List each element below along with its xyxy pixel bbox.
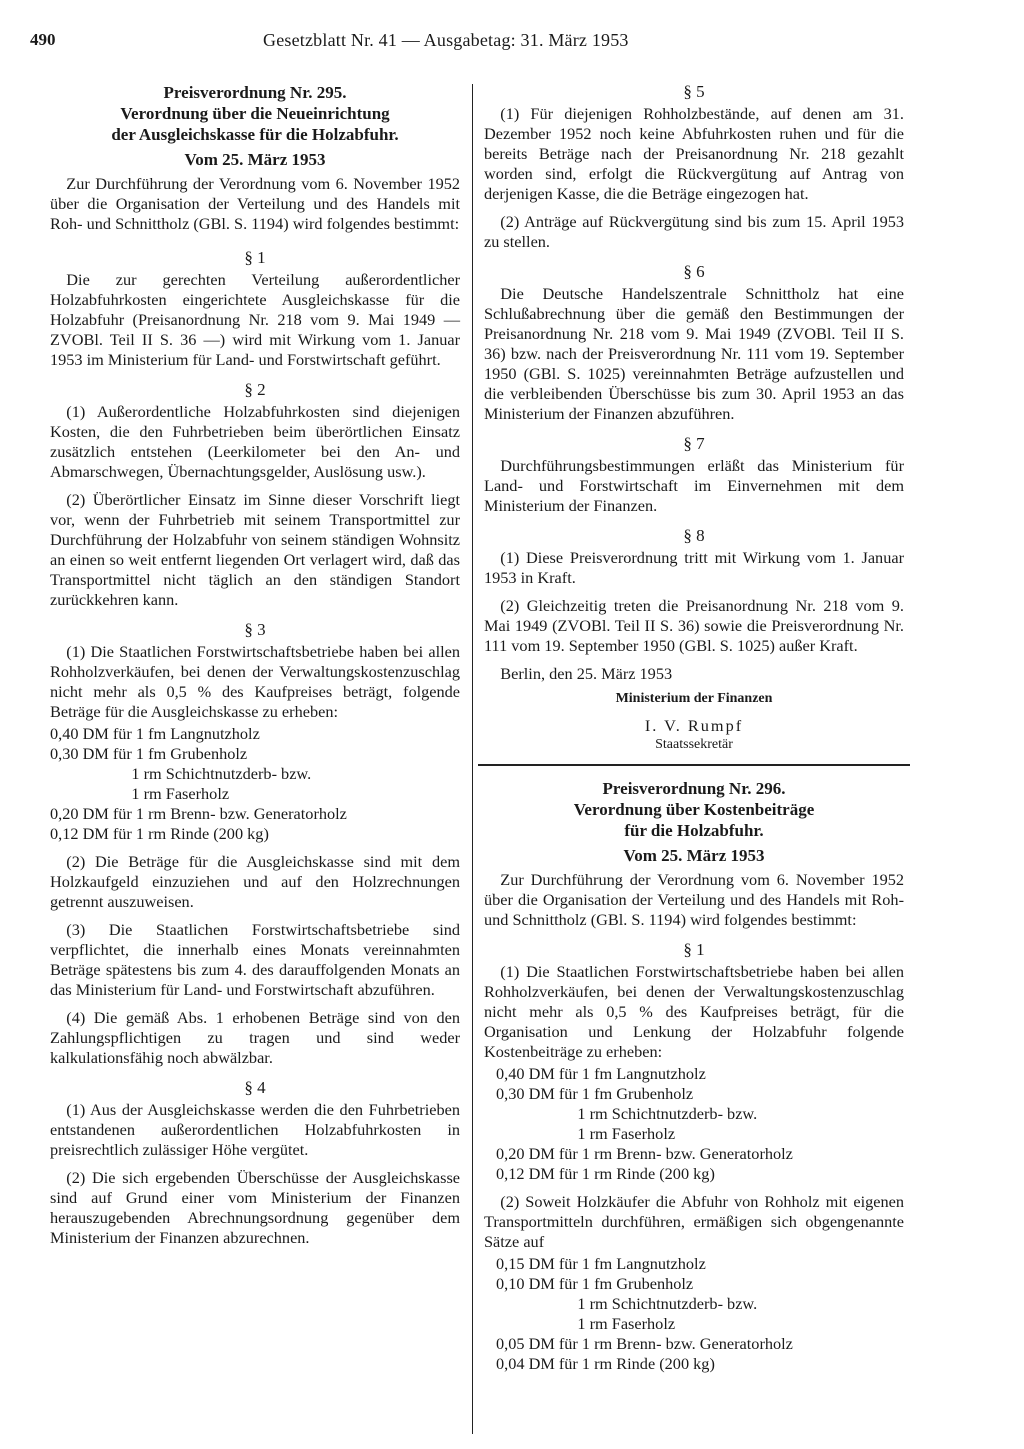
doc1-section-1-text: Die zur gerechten Verteilung außerordentlicher Holzabfuhrkosten eingerichtete Ausgleichskasse für die Holzabfuhr (Preisanordnung Nr. 218 vom 9. Mai 1949 — ZVOBl. Teil II S. 36 —) wird mit Wirkung vom 1. Januar 1953 im Ministerium für Land- und Forstwirtschaft geführt. — [50, 270, 460, 369]
doc1-section-2-para-2: (2) Überörtlicher Einsatz im Sinne dieser Vorschrift liegt vor, wenn der Fuhrbetrieb mit seinem Transportmittel zur Durchführung der Holzabfuhr von seinem ständigen Wohnsitz an einen so weit entfernt liegenden Ort verlagert wird, daß das Transportmittel nicht täglich an den ständigen Standort zurückkehren kann. — [50, 490, 460, 609]
doc1-section-4-para-1: (1) Aus der Ausgleichskasse werden die den Fuhrbetrieben entstandenen außerordentlichen Holzabfuhrkosten in preisrechtlich zulässiger Höhe vergütet. — [50, 1100, 460, 1159]
doc2-rate-table-2 — [484, 1254, 904, 1374]
doc1-section-3-para-2: (2) Die Beträge für die Ausgleichskasse sind mit dem Holzkaufgeld einzuziehen und auf den Holzrechnungen getrennt auszuweisen. — [50, 852, 460, 911]
right-column — [484, 82, 904, 1382]
left-column — [50, 82, 460, 1256]
rate-row: 0,10 DM für 1 fm Grubenholz — [496, 1274, 694, 1293]
doc1-section-8-para-2: (2) Gleichzeitig treten die Preisanordnung Nr. 218 vom 9. Mai 1949 (ZVOBl. Teil II S. 36) sowie die Preisverordnung Nr. 111 vom 19. September 1950 (GBl. S. 1025) außer Kraft. — [484, 596, 904, 655]
doc1-date: Vom 25. März 1953 — [184, 150, 326, 169]
rate-row: 1 rm Faserholz — [496, 1124, 676, 1143]
rate-row: 0,20 DM für 1 rm Brenn- bzw. Generatorholz — [50, 804, 347, 823]
rate-row: 1 rm Schichtnutzderb- bzw. — [496, 1294, 758, 1313]
doc1-title: Preisverordnung Nr. 295. — [163, 83, 347, 102]
doc2-section-1-para-2: (2) Soweit Holzkäufer die Abfuhr von Rohholz mit eigenen Transportmitteln durchführen, ermäßigen sich obgengenannte Sätze auf — [484, 1192, 904, 1251]
doc2-rate-table-1 — [484, 1064, 904, 1184]
rate-row: 0,20 DM für 1 rm Brenn- bzw. Generatorholz — [496, 1144, 793, 1163]
doc2-subtitle: Verordnung über Kostenbeiträge — [573, 800, 815, 819]
doc1-section-7-heading: § 7 — [683, 434, 705, 453]
doc1-section-3-para-1: (1) Die Staatlichen Forstwirtschaftsbetriebe haben bei allen Rohholzverkäufen, bei denen der Verwaltungskostenzuschlag nicht mehr als 0,5 % des Kaufpreises beträgt, folgende Beträge für die Ausgleichskasse zu erheben: — [50, 642, 460, 721]
rate-row: 0,40 DM für 1 fm Langnutzholz — [50, 724, 260, 743]
rate-row: 1 rm Schichtnutzderb- bzw. — [50, 764, 312, 783]
doc1-section-8-heading: § 8 — [683, 526, 705, 545]
rate-row: 0,30 DM für 1 fm Grubenholz — [50, 744, 248, 763]
doc1-section-3-para-3: (3) Die Staatlichen Forstwirtschaftsbetriebe sind verpflichtet, die innerhalb eines Monats vereinnahmten Beträge spätestens bis zum 4. des darauffolgenden Monats an das Ministerium für Land- und Forstwirtschaft abzuführen. — [50, 920, 460, 999]
doc1-section-3-heading: § 3 — [244, 620, 266, 639]
page-number: 490 — [30, 30, 56, 49]
doc2-intro: Zur Durchführung der Verordnung vom 6. November 1952 über die Organisation der Verteilung und des Handels mit Roh- und Schnittholz (GBl. S. 1194) wird folgendes bestimmt: — [484, 870, 904, 929]
doc2-title: Preisverordnung Nr. 296. — [602, 779, 786, 798]
place-date: Berlin, den 25. März 1953 — [500, 664, 673, 683]
signature-name: I. V. Rumpf — [644, 716, 744, 735]
document-divider — [478, 764, 910, 766]
rate-row: 0,30 DM für 1 fm Grubenholz — [496, 1084, 694, 1103]
doc1-section-8-para-1: (1) Diese Preisverordnung tritt mit Wirkung vom 1. Januar 1953 in Kraft. — [484, 548, 904, 587]
rate-row: 1 rm Faserholz — [50, 784, 230, 803]
rate-row: 0,12 DM für 1 rm Rinde (200 kg) — [50, 824, 269, 843]
doc1-section-7-text: Durchführungsbestimmungen erläßt das Ministerium für Land- und Forstwirtschaft im Einvernehmen mit dem Ministerium der Finanzen. — [484, 456, 904, 515]
rate-row: 0,40 DM für 1 fm Langnutzholz — [496, 1064, 706, 1083]
doc1-section-5-para-2: (2) Anträge auf Rückvergütung sind bis zum 15. April 1953 zu stellen. — [484, 212, 904, 251]
page-header — [30, 30, 1000, 58]
doc1-section-1-heading: § 1 — [244, 248, 266, 267]
doc1-section-3-para-4: (4) Die gemäß Abs. 1 erhobenen Beträge sind von den Zahlungspflichtigen zu tragen und sind weder kalkulationsfähig noch abwälzbar. — [50, 1008, 460, 1067]
column-divider — [472, 84, 473, 1434]
rate-row: 0,12 DM für 1 rm Rinde (200 kg) — [496, 1164, 715, 1183]
signature-role: Staatssekretär — [655, 737, 733, 752]
doc1-section-4-para-2: (2) Die sich ergebenden Überschüsse der Ausgleichskasse sind auf Grund einer vom Ministerium der Finanzen herauszugebenden Abrechnungsordnung gegenüber dem Ministerium der Finanzen abzurechnen. — [50, 1168, 460, 1247]
doc1-section-2-para-1: (1) Außerordentliche Holzabfuhrkosten sind diejenigen Kosten, die den Fuhrbetrieben beim überörtlichen Einsatz zusätzlich entstehen (Leerkilometer bei den An- und Abmarschwegen, Übernachtungsgelder, Auslösung usw.). — [50, 402, 460, 481]
doc1-section-4-heading: § 4 — [244, 1078, 266, 1097]
doc2-date: Vom 25. März 1953 — [623, 846, 765, 865]
doc2-section-1-para-1: (1) Die Staatlichen Forstwirtschaftsbetriebe haben bei allen Rohholzverkäufen, bei denen der Verwaltungskostenzuschlag nicht mehr als 0,5 % des Kaufpreises beträgt, für die Organisation und Lenkung der Holzabfuhr folgende Kostenbeiträge zu erheben: — [484, 962, 904, 1061]
rate-row: 1 rm Schichtnutzderb- bzw. — [496, 1104, 758, 1123]
rate-row: 0,15 DM für 1 fm Langnutzholz — [496, 1254, 706, 1273]
doc1-subtitle-2: der Ausgleichskasse für die Holzabfuhr. — [111, 125, 399, 144]
doc1-subtitle: Verordnung über die Neueinrichtung — [120, 104, 390, 123]
signature-organization: Ministerium der Finanzen — [615, 691, 773, 706]
doc1-section-2-heading: § 2 — [244, 380, 266, 399]
doc2-section-1-heading: § 1 — [683, 940, 705, 959]
doc2-subtitle-2: für die Holzabfuhr. — [624, 821, 764, 840]
rate-row: 0,05 DM für 1 rm Brenn- bzw. Generatorholz — [496, 1334, 793, 1353]
rate-row: 0,04 DM für 1 rm Rinde (200 kg) — [496, 1354, 715, 1373]
doc1-intro: Zur Durchführung der Verordnung vom 6. November 1952 über die Organisation der Verteilung und des Handels mit Roh- und Schnittholz (GBl. S. 1194) wird folgendes bestimmt: — [50, 174, 460, 233]
rate-row: 1 rm Faserholz — [496, 1314, 676, 1333]
doc1-section-5-heading: § 5 — [683, 82, 705, 101]
doc1-section-6-heading: § 6 — [683, 262, 705, 281]
doc1-section-6-text: Die Deutsche Handelszentrale Schnittholz hat eine Schlußabrechnung über die gemäß den Bestimmungen der Preisanordnung Nr. 218 vom 9. Mai 1949 (ZVOBl. Teil II S. 36) bzw. nach der Preisverordnung Nr. 111 vom 19. September 1950 (GBl. S. 1025) vereinnahmten Beträge aufzustellen und die verbleibenden Überschüsse bis zum 30. April 1953 an das Ministerium der Finanzen abzuführen. — [484, 284, 904, 423]
running-title: Gesetzblatt Nr. 41 — Ausgabetag: 31. März 1953 — [263, 30, 629, 50]
doc1-section-5-para-1: (1) Für diejenigen Rohholzbestände, auf denen am 31. Dezember 1952 noch keine Abfuhrkosten ruhen und für die bereits Beträge nach der Preisanordnung Nr. 218 gezahlt worden sind, erfolgt die Rückvergütung auf Antrag von derjenigen Kasse, die die Beträge eingezogen hat. — [484, 104, 904, 203]
doc1-rate-table — [50, 724, 460, 844]
